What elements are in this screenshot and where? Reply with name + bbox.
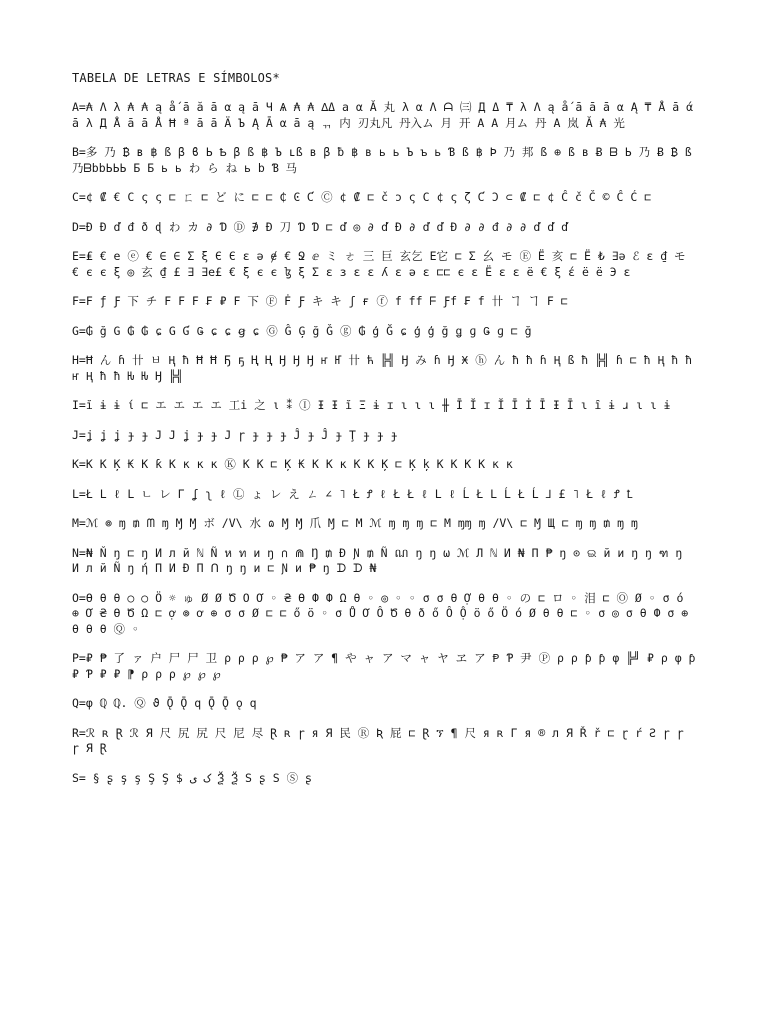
letter-row-g: G=₲ ğ G ₲ ₲ ɕ G Ɠ Ǥ ɕ ɕ ꞡ ɕ Ⓖ Ĝ Ģ ğ Ǧ ⓖ ₲ ģ Ğ ɕ ģ ģ ğ ǥ ɡ Ǥ ɡ ⊏ ğ xyxy=(72,323,532,338)
letter-row-e: E=₤ € e ⓔ € ∈ ∈ Σ ξ Є Є ɛ ə ɇ € Ջ ⅇ ミ ㄜ 三 巨 玄乞 E它 ⊏ Σ 幺 モ Ⓔ Ё 亥 ⊏ Ё ₺ ∃ə ℰ ɛ ₫ モ € є є ξ ◎ 玄 ₫ £ ∃ ∃e£ € ξ є є ɮ ξ Σ ɛ ɜ ɛ ɛ ʎ ɛ ə ɛ ⊏⊏ є ɛ Ë ɛ ɛ ë € ξ έ ë ë Э ɛ xyxy=(72,249,686,279)
letter-row-c: C=¢ ₡ € C ς ς ⊏ ㄈ ⊏ ど に ⊏ ⊏ ₵ Ͼ Ƈ Ⓒ ¢ ₡ ⊏ č ɔ ς C ¢ ς ζ Ƈ Ɔ ⊂ ₡ ⊏ ¢ Ĉ č Č © Ĉ Ć ⊏ xyxy=(72,190,652,204)
letter-row-q: Q=φ ℚ ℚ. Ⓠ ϑ Ǭ Ǭ q Ǭ Ǭ ǫ q xyxy=(72,696,257,710)
letter-row-n: N=₦ Ň ŋ ⊏ ŋ И л й ℕ Ñ ห ท и ŋ ∩ ⋒ Ŋ ₥ Ð Ɲ ₥ Ñ ណ ŋ ŋ ω ℳ Л ℕ И ₦ П ₱ ŋ ⊙ ଇ й и ŋ ŋ ฑ ŋ И л й Ñ ŋ ή П И Ð П ᑎ ŋ ŋ и ⊏ Ɲ и ₱ ŋ ᗪ ᗪ ₦ xyxy=(72,545,683,575)
letter-row-a: A=₳ Λ λ ₳ ₳ ą ǻ ā ă ā α ą ā Ч Ѧ ₳ ₳ ∆Δ а α Ă 丸 λ α Λ ᗩ ㈢ Д Δ ₸ λ Λ ą ǻ ā ā ā α Ą ₸ Å ā ά ā λ Д Å ā ā Å Ħ ª ā ā Ä Ъ Ą Ā α ā ą ᆩ 内 刃丸凡 丹入ム 月 开 A A 月ム 丹 A 岚 Ă ₳ 光 xyxy=(72,100,694,130)
letter-row-k: K=K K Ķ ₭ K ƙ K ĸ ĸ ĸ Ⓚ K K ⊏ Ķ ₭ K K ĸ K K Ķ ⊏ Ķ ķ K K K K ĸ ĸ xyxy=(72,457,513,471)
letter-row-m: M=ℳ ⊚ ɱ ₥ ᗰ ɱ Ɱ Ɱ ボ /V\ 水 ɷ Ɱ Ɱ 爪 Ɱ ⊏ M ℳ ɱ ɱ ɱ ⊏ M ɱɱ ɱ /V\ ⊏ Ɱ Щ ⊏ ɱ ɱ ₥ ɱ ɱ xyxy=(72,516,638,530)
letter-row-p: P=₽ ₱ 了 ァ 户 尸 尸 卫 ρ ρ ρ ℘ ₱ ア ア ¶ や ャ ア マ ャ ヤ ヱ ア Ᵽ Ƥ 尹 Ⓟ ρ ρ ƥ ƥ φ ╠╝ ₽ ρ φ ƥ ₽ Ƥ ₽ ₽ ⁋ ρ ρ ρ ℘ ℘ ℘ xyxy=(72,651,696,681)
letter-row-o: O=Ө θ θ ○ ○ Ö ☼ ゅ Ø Ø Ծ Օ Ơ ◦ ₴ Ө Ф Ф Ω θ ◦ ◎ ◦ ◦ σ σ θ Ợ θ θ ◦ の ⊏ ロ ◦ 泪 ⊏ Ⓞ Ø ◦ σ ό ⊕ Ơ ₴ Ө Ծ Ω ⊏ ợ ⊚ ơ ⊕ σ σ Ø ⊏ ⊏ ő ö ◦ σ Ů Ơ Ô Ծ θ ð ő Ô Ộ ö ő Ö ó Ø θ θ ⊏ ◦ σ ◎ σ θ Ф σ ⊕ θ θ θ Ⓠ ◦ xyxy=(72,590,689,636)
letter-row-h: H=Ħ ん ɦ 卄 ㅂ Ⱨ ħ Ħ Ħ Ҕ ҕ Ң Ң Ӈ Ӈ Ӈ ҥ Ҥ 卄 ћ ╠╣ Ӈ み ɦ Ӈ Ӿ ⓗ ん ħ ħ ɦ Ⱨ ß ħ ╠╣ ɦ ⊏ ħ Ⱨ ħ ħ ҥ Ⱨ ħ ħ Ƕ Ƕ Ӈ ╠╣ xyxy=(72,353,693,383)
letter-row-j: J=ʝ ʝ ʝ ɟ ɟ J J ʝ ɟ ɟ J ɼ ɟ ɟ ɟ Ĵ ɟ Ĵ ɟ Ţ ɟ ɟ ɟ xyxy=(72,427,398,442)
document-page xyxy=(72,70,696,800)
letter-row-l: L=Ł L ℓ L ㄴ レ Γ ʆ ʅ ℓ Ⓛ ょ レ え ㄥ ∠ ˥ Ł Ꝭ ℓ Ł Ł ℓ L ℓ Ĺ Ł L Ĺ Ł Ĺ ⅃ £ ˥ Ł ℓ Ꝭ Ꝉ xyxy=(72,486,633,501)
letter-row-b: B=多 乃 ₿ ʙ ฿ ß β ϐ Ь Ҍ β ß ฿ Ъ ʟß в β ƀ ฿ в ь ь Ъ ъ ь Ɓ ß ฿ Þ 乃 邦 ß ⊕ ß в Ƀ ᗷ Ь 乃 Ƀ ₿ ß乃ᗷbbЬЬЬ Б Б ь ь わ ら ね ь b Ɓ 马 xyxy=(72,145,692,175)
letter-row-i: I=ĭ ɨ ɨ ί ⊏ エ エ エ エ 工i 之 ι ⁑ Ⓘ Ɨ Ɨ ĭ Ξ ɨ ɪ ɩ ɩ ɩ ╫ Ī Ĭ ɪ Ĭ Ī İ Ī Ɨ Ī ɩ ȋ ɨ ɹ ɩ ɩ ɨ xyxy=(72,398,671,412)
letter-row-s: S= § ʂ ş ş Ş Ş $ ک ی Ѯ Ѯ S ʂ S Ⓢ ʂ xyxy=(72,770,312,785)
letter-row-f: F=F ƒ Ƒ 下 チ F F F ₣ ₽ F 下 Ⓕ Ḟ Ƒ キ キ ʃ ғ ⓕ f ff ᖴ Ƒf ₣ f 卄 ヿ ヿ F ⊏ xyxy=(72,294,568,308)
letter-row-d: D=Ð Ð ď đ ð ɖ わ カ ∂ Ɗ Ⓓ ∌ Ð 刀 Ɗ Ɗ ⊏ ď ◎ ∂ ď Ð ∂ ď ď Ð ∂ ∂ đ ∂ ∂ ď ď ď xyxy=(72,219,569,234)
letter-row-r: R=ℛ ʀ Ɽ ℛ Я 尺 尻 尻 尺 尼 尽 Ɽ ʀ ɼ я Я 民 Ⓡ Ʀ 屁 ⊏ Ɽ ኘ ¶ 尺 я ʀ Γ я ® л Я Ř ř ⊏ ɽ ŕ Ƨ ɼ ɼ ɼ Я Ɽ xyxy=(72,725,684,755)
document-title: TABELA DE LETRAS E SÍMBOLOS* xyxy=(72,71,280,85)
